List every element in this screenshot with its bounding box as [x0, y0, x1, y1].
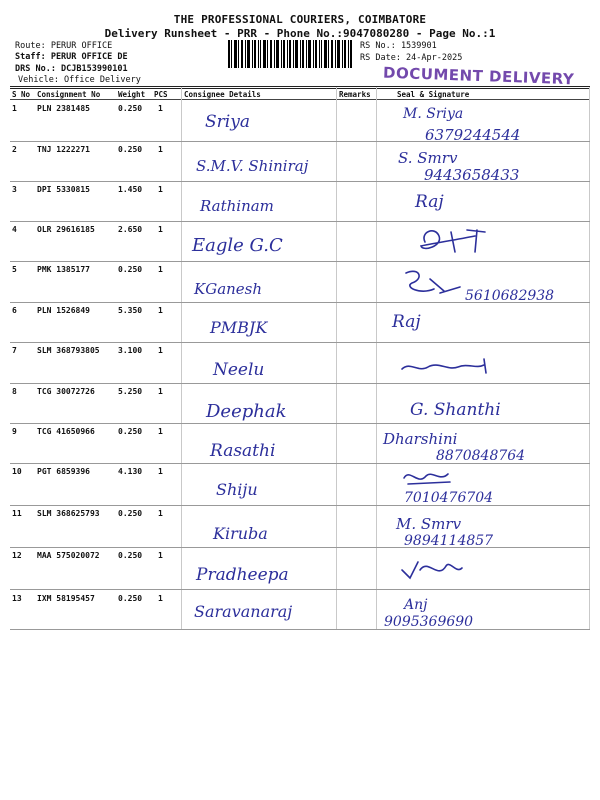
- vehicle-label: Vehicle: Office Delivery: [18, 75, 141, 85]
- runsheet-subtitle: Delivery Runsheet - PRR - Phone No.:9047080280 - Page No.:1: [104, 27, 496, 40]
- row-consignment-no: OLR 29616185: [37, 225, 95, 234]
- row-weight: 0.250: [118, 145, 143, 154]
- row-sno: 4: [12, 225, 17, 234]
- drs-number: DRS No.: DCJB153990101: [15, 64, 128, 74]
- row-consignee: Sriya: [205, 112, 250, 132]
- row-signature-scribble: [398, 355, 494, 379]
- row-sno: 5: [12, 265, 17, 274]
- row-consignee: Saravanaraj: [194, 602, 293, 621]
- row-sno: 11: [12, 509, 22, 518]
- row-pcs: 1: [158, 265, 163, 274]
- row-consignee: KGanesh: [194, 280, 263, 298]
- row-weight: 1.450: [118, 185, 143, 194]
- row-consignee: Rathinam: [200, 197, 274, 215]
- row-signature-scribble: [415, 222, 495, 258]
- row-sno: 3: [12, 185, 17, 194]
- row-consignment-no: DPI 5330815: [37, 185, 90, 194]
- row-divider: [10, 383, 590, 384]
- row-signature-phone: 7010476704: [404, 490, 494, 506]
- row-consignee: Rasathi: [210, 441, 276, 461]
- row-signature-phone: 9095369690: [384, 614, 474, 630]
- table-top-rule: [10, 86, 590, 89]
- row-consignee: Eagle G.C: [192, 235, 283, 256]
- row-pcs: 1: [158, 225, 163, 234]
- row-signature-scribble: [400, 466, 460, 490]
- row-pcs: 1: [158, 594, 163, 603]
- row-signature-scribble: [400, 265, 470, 301]
- row-consignment-no: PGT 6859396: [37, 467, 90, 476]
- row-signature-name: Raj: [392, 312, 421, 332]
- row-consignment-no: SLM 368625793: [37, 509, 100, 518]
- row-sno: 7: [12, 346, 17, 355]
- row-consignee: Shiju: [216, 480, 258, 499]
- row-weight: 3.100: [118, 346, 143, 355]
- row-sno: 1: [12, 104, 17, 113]
- col-header-consignee: Consignee Details: [184, 90, 261, 99]
- row-pcs: 1: [158, 145, 163, 154]
- row-pcs: 1: [158, 104, 163, 113]
- row-divider: [10, 629, 590, 630]
- row-sno: 9: [12, 427, 17, 436]
- row-pcs: 1: [158, 387, 163, 396]
- row-weight: 0.250: [118, 509, 143, 518]
- row-signature-phone: 5610682938: [465, 288, 555, 304]
- row-weight: 0.250: [118, 104, 143, 113]
- row-consignee: Pradheepa: [196, 565, 289, 585]
- row-consignee: S.M.V. Shiniraj: [196, 157, 309, 175]
- barcode: [228, 40, 352, 68]
- row-signature-phone: 9894114857: [404, 533, 494, 549]
- row-sno: 6: [12, 306, 17, 315]
- row-consignee: Neelu: [213, 360, 265, 380]
- row-weight: 0.250: [118, 594, 143, 603]
- row-weight: 5.250: [118, 387, 143, 396]
- row-consignment-no: IXM 58195457: [37, 594, 95, 603]
- col-header-seal: Seal & Signature: [397, 90, 470, 99]
- row-weight: 0.250: [118, 265, 143, 274]
- row-sno: 2: [12, 145, 17, 154]
- row-consignment-no: TCG 30072726: [37, 387, 95, 396]
- row-consignee: Deephak: [206, 401, 287, 422]
- row-consignment-no: PMK 1385177: [37, 265, 90, 274]
- row-weight: 2.650: [118, 225, 143, 234]
- row-weight: 0.250: [118, 427, 143, 436]
- row-divider: [10, 463, 590, 464]
- row-signature-phone: 9443658433: [424, 166, 520, 184]
- row-signature-phone: 8870848764: [436, 448, 526, 464]
- row-pcs: 1: [158, 509, 163, 518]
- row-sno: 8: [12, 387, 17, 396]
- row-signature-name: Raj: [415, 192, 444, 212]
- row-weight: 5.350: [118, 306, 143, 315]
- row-consignment-no: MAA 575020072: [37, 551, 100, 560]
- row-pcs: 1: [158, 346, 163, 355]
- col-header-pcs: PCS: [154, 90, 168, 99]
- rs-number: RS No.: 1539901: [360, 41, 437, 51]
- row-pcs: 1: [158, 185, 163, 194]
- col-header-weight: Weight: [118, 90, 146, 99]
- row-signature-name: M. Smrv: [396, 515, 462, 533]
- header-bottom-rule: [10, 99, 590, 100]
- col-header-sno: S No: [12, 90, 31, 99]
- rs-date: RS Date: 24-Apr-2025: [360, 53, 463, 63]
- row-consignment-no: PLN 2381485: [37, 104, 90, 113]
- row-divider: [10, 505, 590, 506]
- row-sno: 10: [12, 467, 22, 476]
- row-divider: [10, 547, 590, 548]
- row-signature-name: M. Sriya: [403, 106, 464, 122]
- row-divider: [10, 141, 590, 142]
- row-divider: [10, 181, 590, 182]
- row-pcs: 1: [158, 467, 163, 476]
- row-consignee: PMBJK: [210, 318, 268, 337]
- company-title: THE PROFESSIONAL COURIERS, COIMBATORE: [173, 13, 427, 26]
- row-divider: [10, 221, 590, 222]
- row-consignment-no: TNJ 1222271: [37, 145, 90, 154]
- row-weight: 4.130: [118, 467, 143, 476]
- staff-label: Staff: PERUR OFFICE DE: [15, 52, 128, 62]
- row-divider: [10, 302, 590, 303]
- row-consignment-no: SLM 368793805: [37, 346, 100, 355]
- route-label: Route: PERUR OFFICE: [15, 41, 113, 51]
- row-consignment-no: PLN 1526849: [37, 306, 90, 315]
- row-pcs: 1: [158, 306, 163, 315]
- row-divider: [10, 423, 590, 424]
- row-pcs: 1: [158, 427, 163, 436]
- row-signature-scribble: [398, 552, 468, 584]
- row-sno: 13: [12, 594, 22, 603]
- col-header-consignment: Consignment No: [37, 90, 101, 99]
- row-weight: 0.250: [118, 551, 143, 560]
- row-pcs: 1: [158, 551, 163, 560]
- row-sno: 12: [12, 551, 22, 560]
- row-signature-name: G. Shanthi: [410, 400, 501, 420]
- row-consignee: Kiruba: [213, 524, 268, 543]
- row-signature-name: Anj: [404, 597, 428, 613]
- row-consignment-no: TCG 41650966: [37, 427, 95, 436]
- row-signature-name: S. Smrv: [398, 149, 458, 167]
- row-divider: [10, 589, 590, 590]
- col-header-remarks: Remarks: [339, 90, 371, 99]
- row-signature-name: Dharshini: [383, 430, 458, 448]
- row-signature-phone: 6379244544: [425, 126, 521, 144]
- row-divider: [10, 261, 590, 262]
- row-divider: [10, 342, 590, 343]
- document-delivery-stamp: DOCUMENT DELIVERY: [382, 63, 575, 89]
